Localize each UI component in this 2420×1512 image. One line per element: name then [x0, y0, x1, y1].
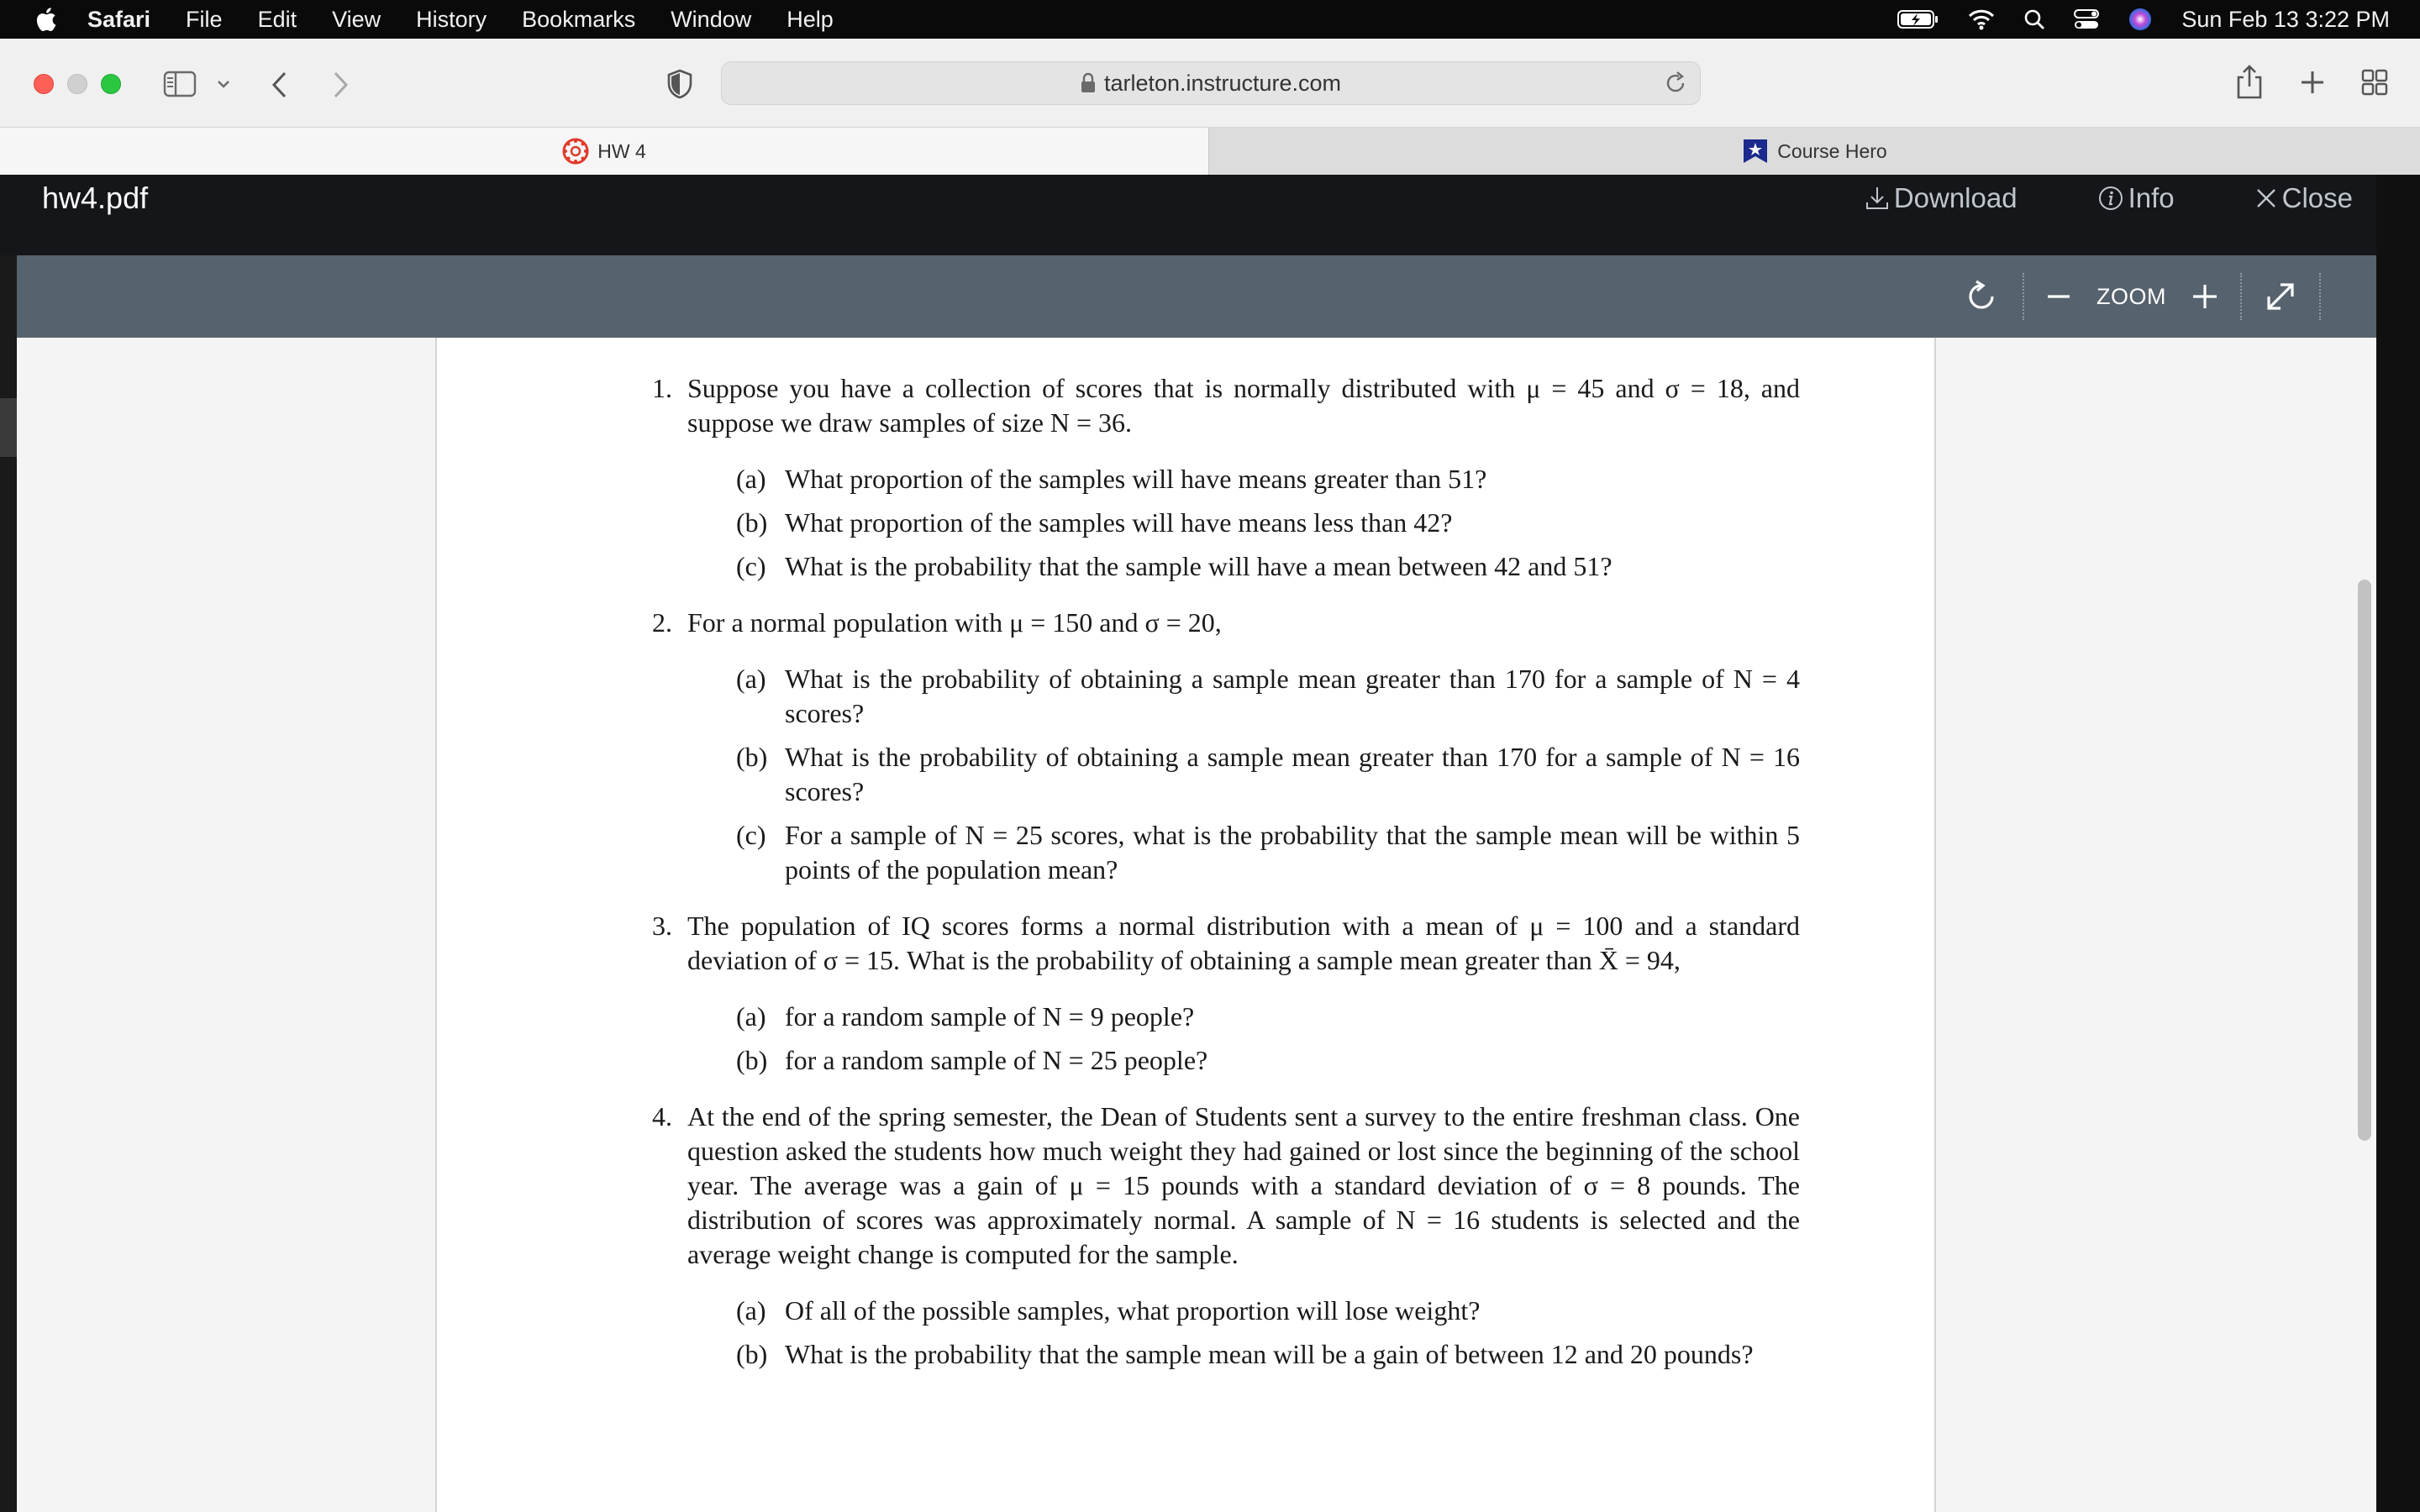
- question-4: [652, 1100, 1800, 1372]
- part-label: (a): [736, 1295, 766, 1326]
- part-text: What is the probability of obtaining a sample mean greater than 170 for a sample of N = 4 scores?: [785, 664, 1800, 728]
- toolbar-divider: [2319, 273, 2321, 320]
- question-part: [687, 1000, 1800, 1034]
- menu-app-name[interactable]: Safari: [87, 6, 151, 32]
- chevron-down-icon[interactable]: [217, 79, 230, 89]
- part-label: (b): [736, 507, 768, 538]
- close-label: Close: [2281, 182, 2353, 213]
- tab-course-hero-label: Course Hero: [1777, 139, 1887, 162]
- siri-icon[interactable]: [2128, 7, 2153, 32]
- part-label: (c): [736, 551, 766, 581]
- expand-icon: [2264, 280, 2297, 313]
- url-text: tarleton.instructure.com: [1103, 70, 1342, 96]
- menu-file[interactable]: File: [186, 6, 223, 32]
- question-part: [687, 662, 1800, 731]
- share-icon[interactable]: [2235, 64, 2264, 101]
- zoom-label: ZOOM: [2096, 283, 2166, 309]
- zoom-in-button[interactable]: [2191, 283, 2218, 310]
- minus-icon: [2046, 284, 2071, 309]
- question-part: [687, 818, 1800, 887]
- question-number: 3.: [652, 911, 672, 941]
- sidebar-toggle-icon[interactable]: [163, 71, 197, 97]
- part-label: (a): [736, 664, 766, 694]
- course-hero-logo-icon: [1742, 138, 1769, 165]
- question-part: [687, 740, 1800, 809]
- question-2: [652, 606, 1800, 887]
- toolbar-divider: [2023, 273, 2024, 320]
- question-text: The population of IQ scores forms a normal distribution with a mean of μ = 100 and a standard deviation of σ = 15. What is the probability of obtaining a sample mean greater than X̄ = 94,: [687, 911, 1800, 975]
- tab-hw4-label: HW 4: [597, 139, 646, 162]
- download-label: Download: [1893, 182, 2018, 213]
- part-text: Of all of the possible samples, what proportion will lose weight?: [785, 1295, 1481, 1326]
- battery-charging-icon[interactable]: [1897, 9, 1939, 29]
- wifi-icon[interactable]: [1968, 8, 1995, 30]
- left-edge-strip: [0, 255, 17, 1512]
- part-label: (a): [736, 464, 766, 494]
- spotlight-search-icon[interactable]: [2023, 8, 2045, 30]
- menu-window[interactable]: Window: [671, 6, 752, 32]
- toolbar-divider: [2240, 273, 2242, 320]
- info-icon: [2098, 186, 2123, 211]
- menu-view[interactable]: View: [332, 6, 381, 32]
- question-3: [652, 909, 1800, 1078]
- download-button[interactable]: [1865, 182, 2018, 214]
- forward-icon[interactable]: [331, 71, 350, 99]
- left-edge-marker: [0, 398, 17, 457]
- scrollbar-thumb[interactable]: [2358, 580, 2371, 1141]
- rotate-icon: [1964, 278, 2001, 315]
- menu-bookmarks[interactable]: Bookmarks: [522, 6, 636, 32]
- address-bar[interactable]: [721, 61, 1701, 105]
- part-label: (a): [736, 1001, 766, 1032]
- question-part: [687, 549, 1800, 584]
- question-text: At the end of the spring semester, the Dean of Students sent a survey to the entire freshman class. One question asked the students how much weight they had gained or lost since the beginning of the school year. The average was a gain of μ = 15 pounds with a standard deviation of σ = 8 pounds. The distribution of scores was approximately normal. A sample of N = 16 students is selected and the average weight change is computed for the sample.: [687, 1101, 1800, 1269]
- rotate-button[interactable]: [1964, 278, 2001, 315]
- menu-help[interactable]: Help: [786, 6, 834, 32]
- download-icon: [1865, 186, 1889, 211]
- safari-toolbar: [0, 39, 2420, 128]
- question-number: 2.: [652, 607, 672, 638]
- part-text: What proportion of the samples will have means greater than 51?: [785, 464, 1487, 494]
- window-minimize-button[interactable]: [67, 74, 87, 94]
- viewer-header: [0, 175, 2393, 255]
- pdf-content: [652, 371, 1800, 1394]
- canvas-logo-icon: [562, 138, 589, 165]
- question-part: [687, 1337, 1800, 1372]
- part-text: What proportion of the samples will have means less than 42?: [785, 507, 1453, 538]
- control-center-icon[interactable]: [2074, 8, 2099, 30]
- tab-hw4[interactable]: [0, 128, 1208, 175]
- close-icon: [2255, 187, 2277, 209]
- reload-icon[interactable]: [1663, 71, 1688, 96]
- question-part: [687, 1294, 1800, 1328]
- back-icon[interactable]: [271, 71, 289, 99]
- right-edge-strip: [2376, 175, 2420, 1512]
- viewer-toolbar: [17, 255, 2376, 338]
- plus-icon: [2191, 283, 2218, 310]
- question-part: [687, 506, 1800, 540]
- info-button[interactable]: [2098, 182, 2175, 214]
- tab-bar: [0, 128, 2420, 175]
- menu-edit[interactable]: Edit: [257, 6, 297, 32]
- clock[interactable]: Sun Feb 13 3:22 PM: [2181, 6, 2390, 32]
- part-text: For a sample of N = 25 scores, what is the probability that the sample mean will be within 5 points of the population mean?: [785, 820, 1800, 885]
- question-1: [652, 371, 1800, 584]
- window-close-button[interactable]: [34, 74, 54, 94]
- question-number: 1.: [652, 373, 672, 403]
- part-text: What is the probability of obtaining a sample mean greater than 170 for a sample of N = 16 scores?: [785, 742, 1800, 806]
- part-label: (b): [736, 742, 768, 772]
- window-zoom-button[interactable]: [101, 74, 121, 94]
- question-text: Suppose you have a collection of scores that is normally distributed with μ = 45 and σ = 18, and suppose we draw samples of size N = 36.: [687, 373, 1800, 438]
- question-text: For a normal population with μ = 150 and σ = 20,: [687, 607, 1222, 638]
- pdf-page: [435, 338, 1936, 1512]
- tab-course-hero[interactable]: [1208, 128, 2420, 175]
- close-button[interactable]: [2255, 182, 2353, 214]
- question-part: [687, 1043, 1800, 1078]
- question-part: [687, 462, 1800, 496]
- part-label: (c): [736, 820, 766, 850]
- part-label: (b): [736, 1339, 768, 1369]
- menu-history[interactable]: History: [416, 6, 487, 32]
- zoom-out-button[interactable]: [2046, 284, 2071, 309]
- tab-overview-icon[interactable]: [2361, 69, 2388, 96]
- part-text: What is the probability that the sample mean will be a gain of between 12 and 20 pounds?: [785, 1339, 1754, 1369]
- apple-icon[interactable]: [32, 4, 62, 34]
- privacy-shield-icon[interactable]: [667, 69, 692, 99]
- fullscreen-button[interactable]: [2264, 280, 2297, 313]
- lock-icon: [1081, 72, 1096, 94]
- part-text: What is the probability that the sample will have a mean between 42 and 51?: [785, 551, 1612, 581]
- part-label: (b): [736, 1045, 768, 1075]
- file-name: hw4.pdf: [42, 181, 149, 215]
- info-label: Info: [2128, 182, 2175, 213]
- part-text: for a random sample of N = 25 people?: [785, 1045, 1208, 1075]
- part-text: for a random sample of N = 9 people?: [785, 1001, 1195, 1032]
- menu-bar: [0, 0, 2420, 39]
- question-number: 4.: [652, 1101, 672, 1131]
- new-tab-icon[interactable]: [2299, 69, 2326, 96]
